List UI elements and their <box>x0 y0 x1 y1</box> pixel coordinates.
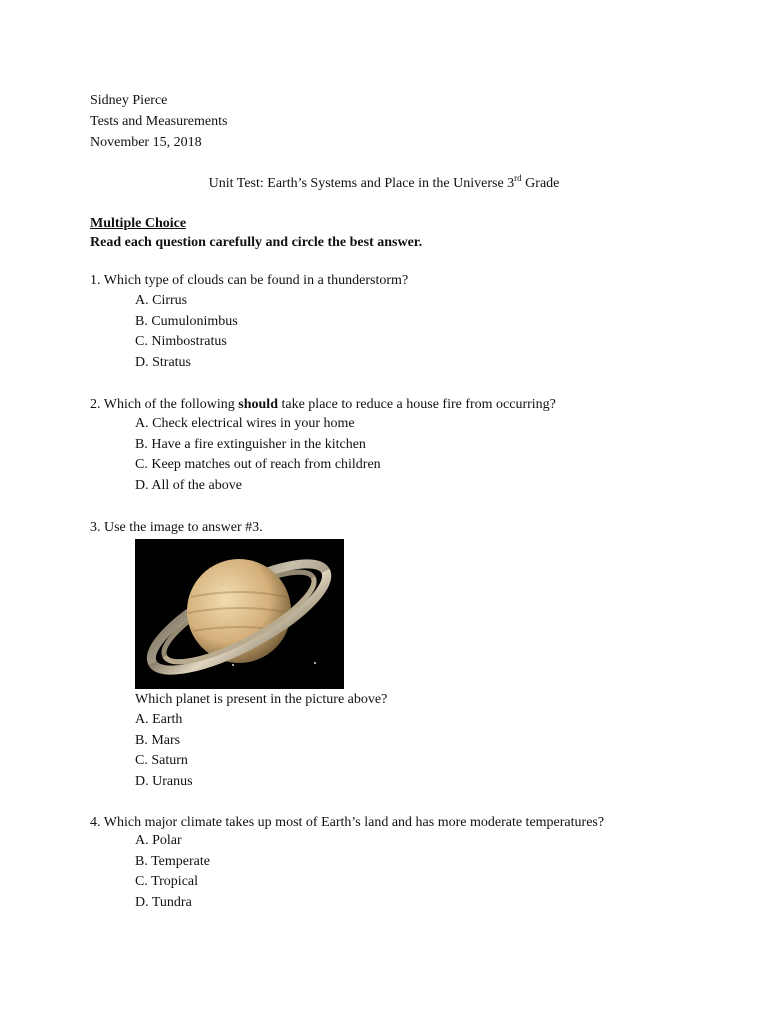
page-title <box>0 175 768 193</box>
saturn-illustration <box>135 539 344 689</box>
section-instructions: Read each question carefully and circle the best answer. <box>90 235 423 250</box>
question-2-option-d: D. All of the above <box>135 478 242 493</box>
page-title-suffix: Grade <box>521 176 560 191</box>
question-2-option-c: C. Keep matches out of reach from children <box>135 457 381 472</box>
question-3-prompt: 3. Use the image to answer #3. <box>90 520 263 535</box>
question-3-option-d: D. Uranus <box>135 774 193 789</box>
question-4-option-c: C. Tropical <box>135 874 199 889</box>
course-name: Tests and Measurements <box>90 114 228 129</box>
page-title-text: Unit Test: Earth’s Systems and Place in the Universe 3 <box>208 176 515 191</box>
question-1-prompt: 1. Which type of clouds can be found in a thunderstorm? <box>90 273 409 288</box>
question-1-option-c: C. Nimbostratus <box>135 334 227 349</box>
question-1-option-d: D. Stratus <box>135 355 191 370</box>
question-4-option-d: D. Tundra <box>135 895 192 910</box>
question-2-option-a: A. Check electrical wires in your home <box>135 416 355 431</box>
saturn-image <box>135 539 344 689</box>
question-2-prompt-emphasis: should <box>238 397 278 412</box>
page-title-superscript: rd <box>514 173 522 183</box>
question-2-prompt-end: take place to reduce a house fire from occurring? <box>277 397 556 412</box>
document-date: November 15, 2018 <box>90 135 202 150</box>
question-2-option-b: B. Have a fire extinguisher in the kitchen <box>135 437 366 452</box>
question-3-option-c: C. Saturn <box>135 753 188 768</box>
question-4-prompt: 4. Which major climate takes up most of Earth’s land and has more moderate temperatures? <box>90 815 605 830</box>
question-3-option-a: A. Earth <box>135 712 183 727</box>
question-4-option-a: A. Polar <box>135 833 182 848</box>
question-2-prompt <box>90 396 556 414</box>
section-heading: Multiple Choice <box>90 216 187 231</box>
question-3-option-b: B. Mars <box>135 733 181 748</box>
question-1-option-a: A. Cirrus <box>135 293 188 308</box>
student-name: Sidney Pierce <box>90 93 168 108</box>
question-3-sub-prompt: Which planet is present in the picture above? <box>135 692 388 707</box>
question-4-option-b: B. Temperate <box>135 854 210 869</box>
question-2-prompt-start: 2. Which of the following <box>90 397 239 412</box>
question-1-option-b: B. Cumulonimbus <box>135 314 238 329</box>
